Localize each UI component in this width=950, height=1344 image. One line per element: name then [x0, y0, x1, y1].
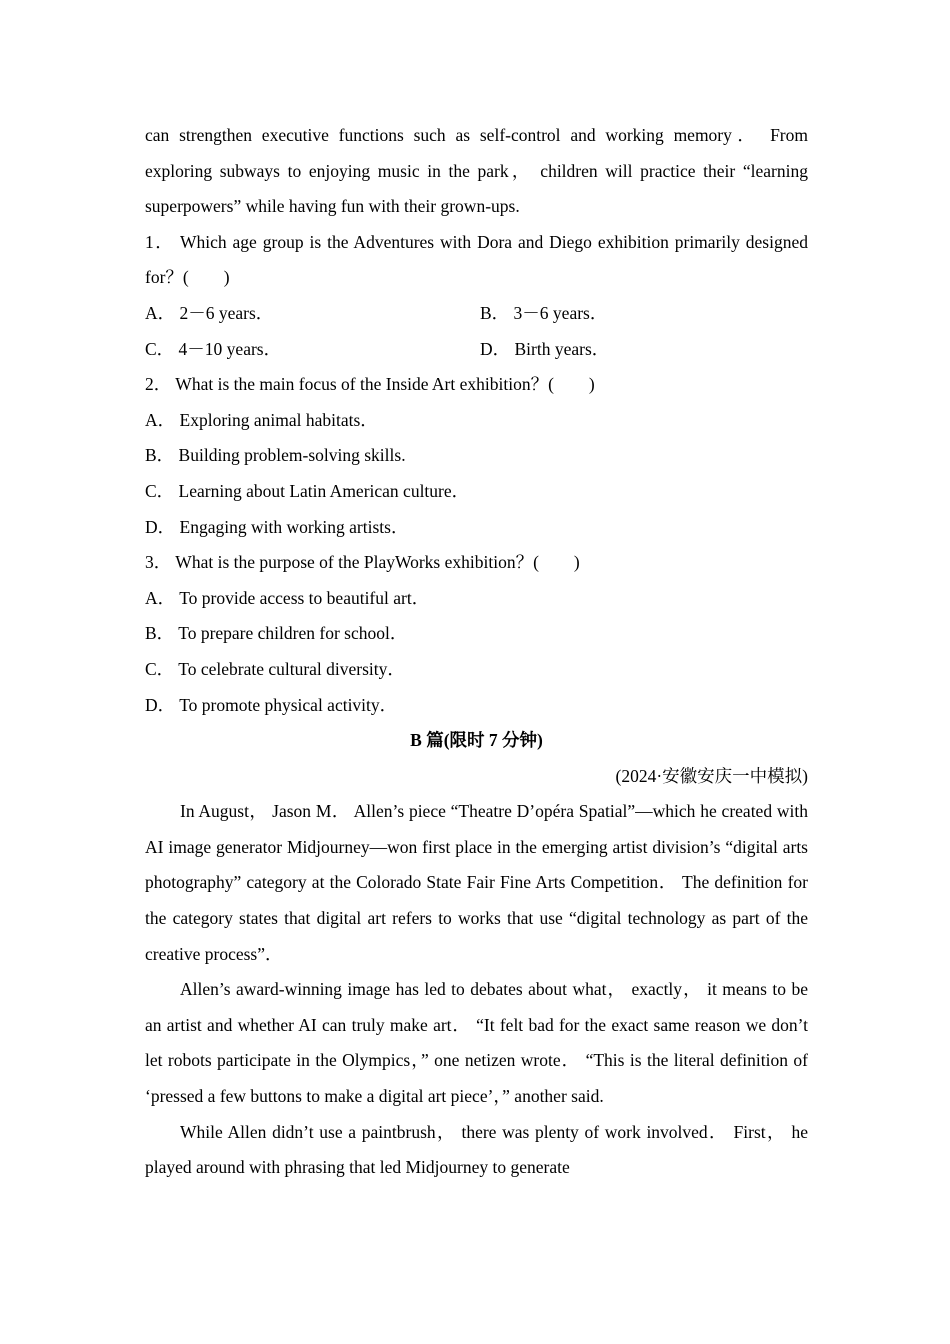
question-3-option-c: C． To celebrate cultural diversity． [145, 658, 405, 679]
passage-paragraph-2: Allen’s award-winning image has led to debates about what， exactly， it means to be an artist and whether AI can truly make art． “It felt bad for the exact same reason we don’t let robots participate in the Olympics，” one netizen wrote． “This is the literal definition of ‘pressed a few buttons to make a digital art piece’，” another said. [145, 979, 808, 1107]
question-2-option-b: B． Building problem-solving skills. [145, 445, 406, 466]
section-b-header: B 篇(限时 7 分钟) [410, 730, 543, 751]
question-1-option-c: C． 4－10 years． [145, 338, 282, 359]
question-2-option-d: D． Engaging with working artists． [145, 516, 409, 537]
intro-paragraph: can strengthen executive functions such as self-control and working memory． From exploring subways to enjoying music in the park， children will practice their “learning superpowers” while having fun with their grown-ups. [145, 125, 808, 217]
question-1-option-b: B． 3－6 years． [480, 302, 608, 323]
question-2-option-a: A． Exploring animal habitats． [145, 409, 378, 430]
question-2-option-c: C． Learning about Latin American culture． [145, 480, 470, 501]
question-1-stem: 1． Which age group is the Adventures with Dora and Diego exhibition primarily designed for？( ) [145, 231, 808, 288]
question-2-stem: 2． What is the main focus of the Inside Art exhibition？( ) [145, 374, 595, 395]
question-3-option-a: A． To provide access to beautiful art． [145, 587, 430, 608]
question-2 [145, 367, 808, 545]
question-1-option-d: D． Birth years． [480, 338, 610, 359]
question-3-option-d: D． To promote physical activity． [145, 694, 398, 715]
question-1 [145, 225, 808, 367]
exam-content [145, 118, 808, 1186]
question-1-options [145, 296, 808, 367]
question-3 [145, 545, 808, 723]
question-3-option-b: B． To prepare children for school． [145, 623, 408, 644]
passage-paragraph-3: While Allen didn’t use a paintbrush， there was plenty of work involved． First， he played around with phrasing that led Midjourney to generate [145, 1121, 808, 1178]
question-1-option-a: A． 2－6 years． [145, 302, 274, 323]
passage-paragraph-1: In August， Jason M． Allen’s piece “Theatre D’opéra Spatial”—which he created with AI image generator Midjourney—won first place in the emerging artist division’s “digital arts photography” category at the Colorado State Fair Fine Arts Competition． The definition for the category states that digital art refers to works that use “digital technology as part of the creative process”． [145, 801, 808, 964]
question-3-stem: 3． What is the purpose of the PlayWorks exhibition？( ) [145, 552, 580, 573]
source-note: (2024·安徽安庆一中模拟) [615, 765, 808, 786]
